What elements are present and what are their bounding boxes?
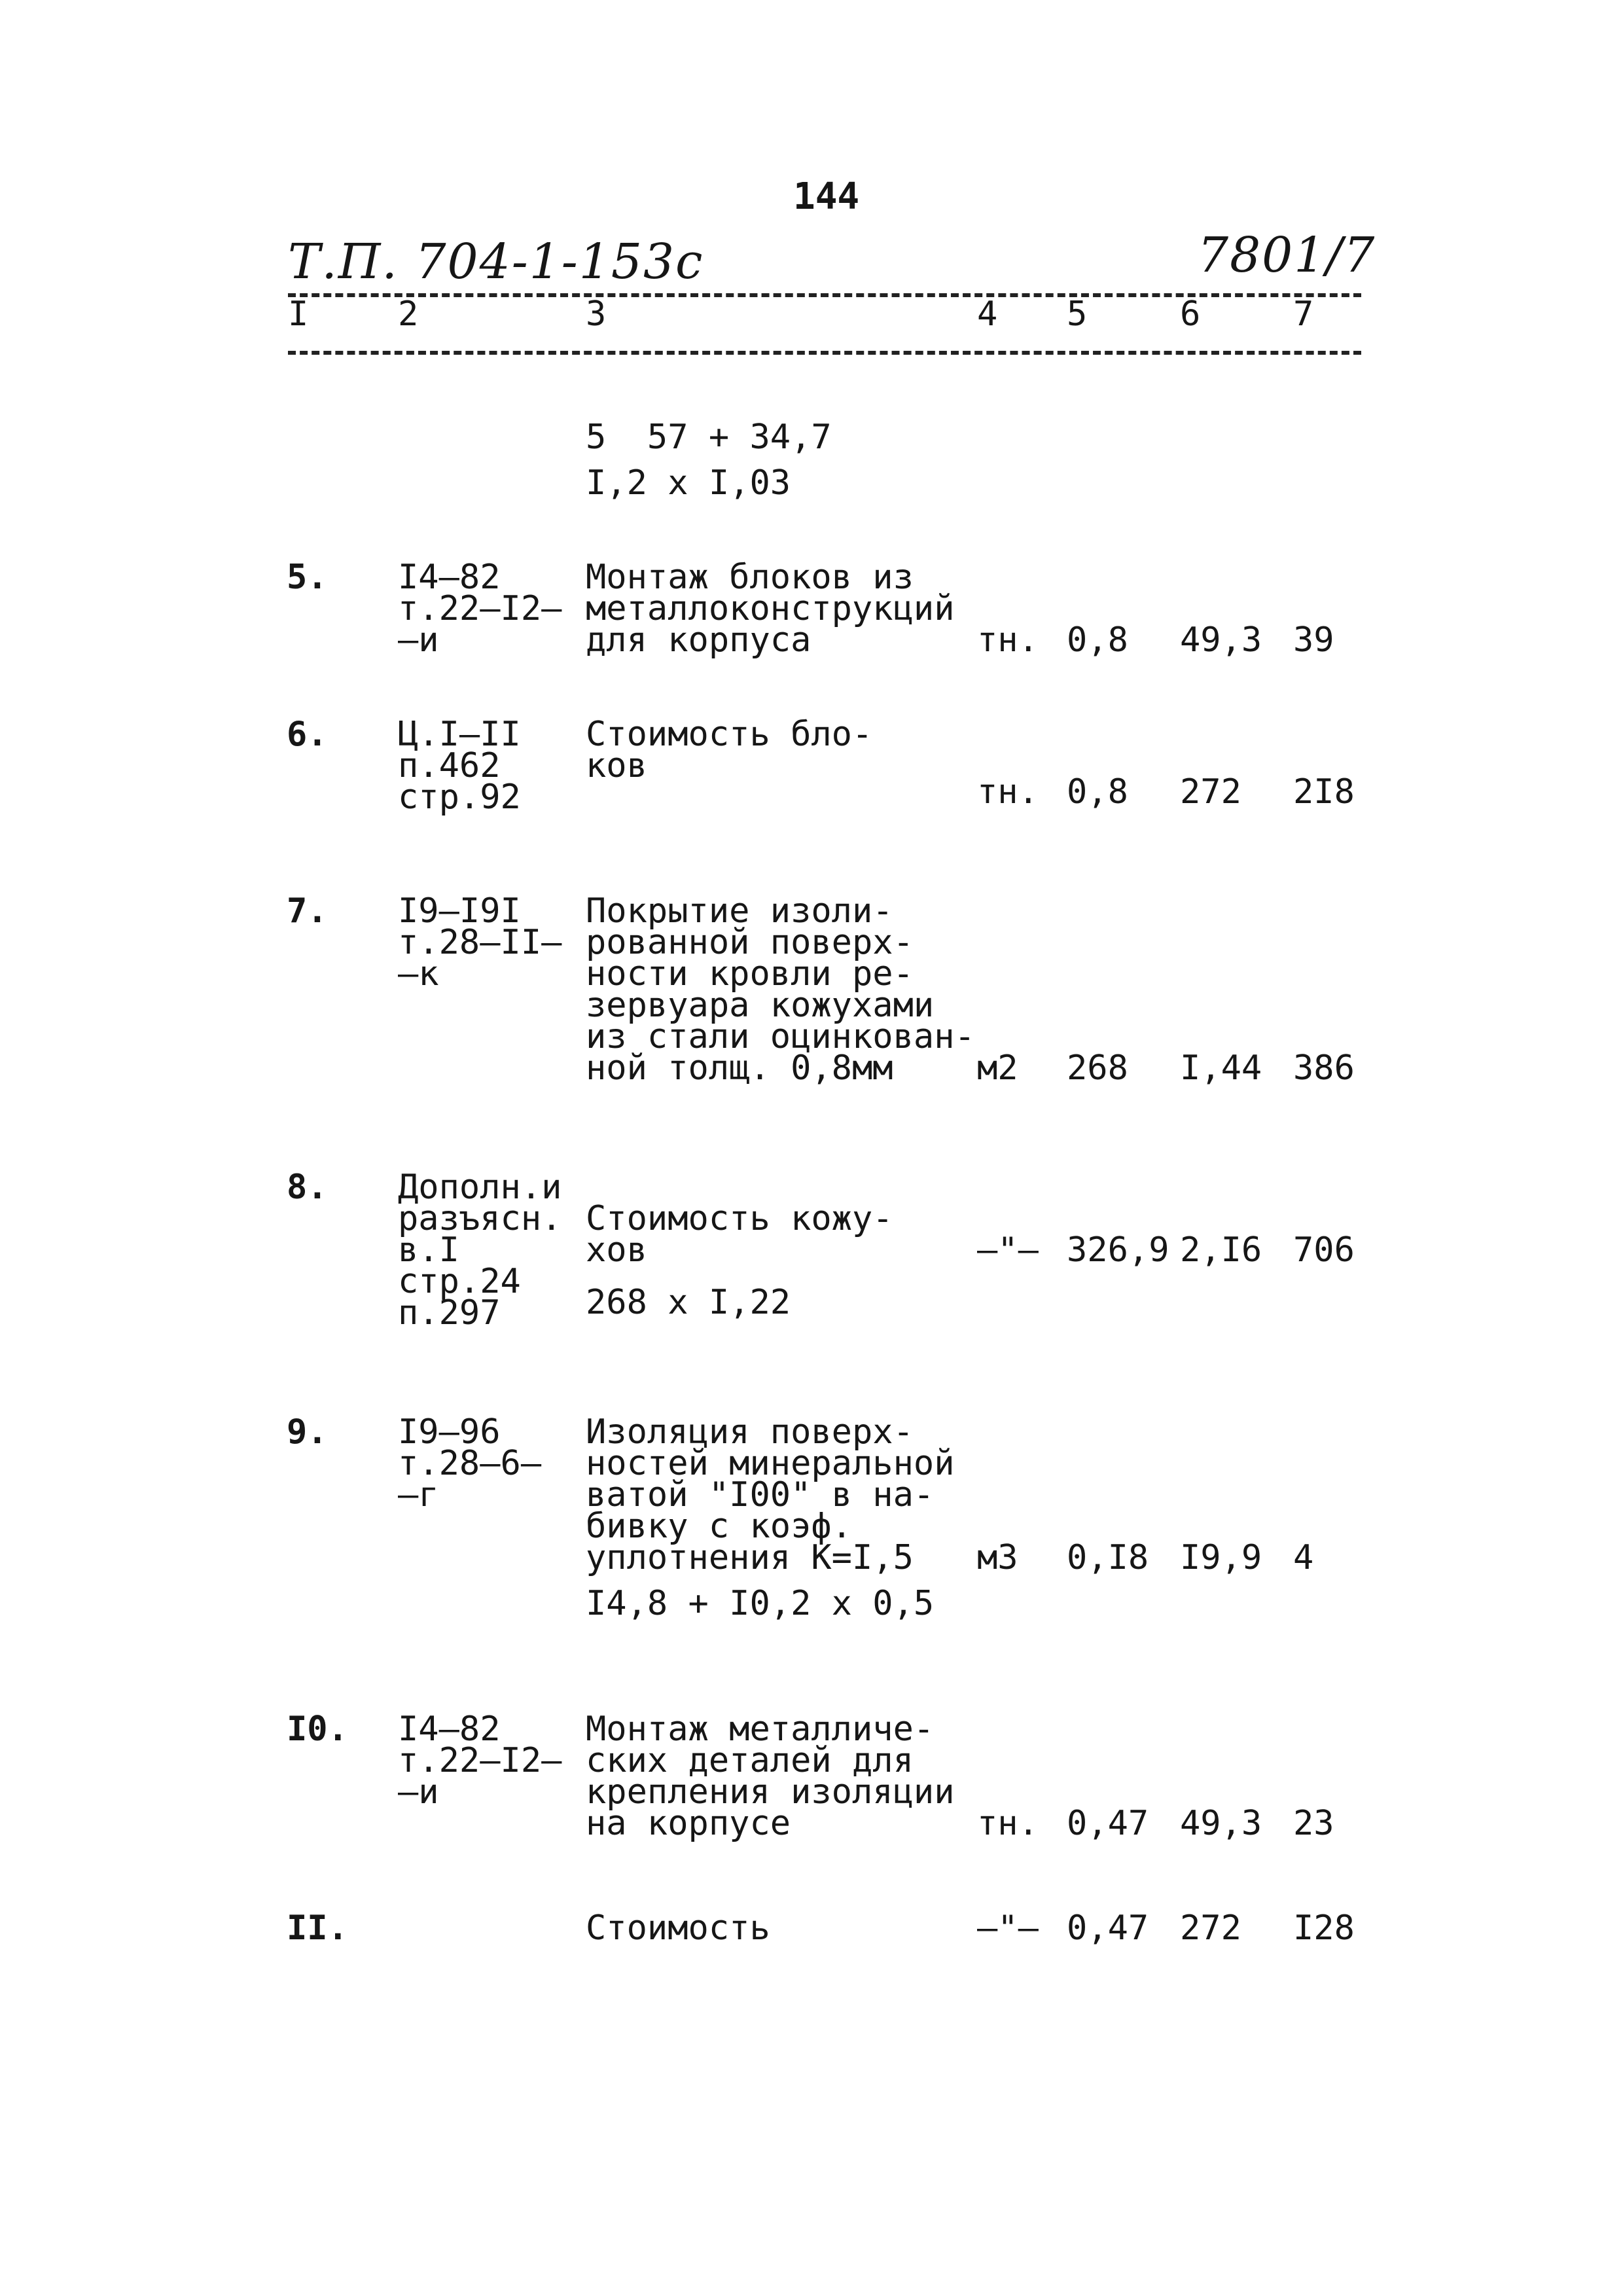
header-bottom-dashed-rule [288,351,1361,355]
row-total: 2I8 [1293,772,1355,812]
row-number: 6. [287,715,328,754]
row-total: 4 [1293,1538,1314,1577]
column-header-3: 3 [586,295,607,334]
row-quantity: 0,8 [1067,772,1128,812]
row-quantity: 0,47 [1067,1804,1149,1843]
column-header-5: 5 [1067,295,1088,334]
row-calculation: I4,8 + I0,2 х 0,5 [586,1584,935,1623]
row-unit-price: 272 [1180,1909,1241,1948]
row-unit-price: I9,9 [1180,1538,1262,1577]
row-unit-price: 272 [1180,772,1241,812]
row-number: 7. [287,891,328,931]
row-quantity: 0,I8 [1067,1538,1149,1577]
row-description: Стоимость кожу- хов [586,1199,893,1270]
column-header-7: 7 [1293,295,1314,334]
row-quantity: 326,9 [1067,1230,1169,1270]
row-number: 9. [287,1412,328,1452]
row-total: 39 [1293,620,1334,660]
row-number: II. [287,1909,348,1948]
row-description: Изоляция поверх- ностей минеральной ватой "I00" в на- бивку с коэф. уплотнения К=I,5 [586,1412,955,1577]
row-description: Стоимость бло- ков [586,715,873,785]
row-quantity: 0,47 [1067,1909,1149,1948]
row-reference: I9–I9I т.28–II– –к [398,891,562,994]
row-unit-price: I,44 [1180,1049,1262,1088]
preamble-line: 5 57 + 34,7 [586,418,832,457]
row-description: Стоимость [586,1909,770,1948]
row-quantity: 268 [1067,1049,1128,1088]
row-unit: –"– [977,1909,1039,1948]
preamble-line: I,2 х I,03 [586,463,791,503]
row-description: Монтаж металличе- ских деталей для крепления изоляции на корпусе [586,1710,955,1843]
row-description: Покрытие изоли- рованной поверх- ности кровли ре- зервуара кожухами из стали оцинкован- ной толщ. 0,8мм [586,891,975,1088]
row-unit: тн. [977,772,1039,812]
row-calculation: 268 х I,22 [586,1283,791,1322]
row-total: I28 [1293,1909,1355,1948]
row-unit-price: 49,3 [1180,620,1262,660]
handwritten-sheet-code: 7801/7 [1198,227,1376,283]
row-unit-price: 2,I6 [1180,1230,1262,1270]
column-header-6: 6 [1180,295,1201,334]
row-quantity: 0,8 [1067,620,1128,660]
row-unit: м3 [977,1538,1018,1577]
row-number: 5. [287,558,328,597]
row-unit: м2 [977,1049,1018,1088]
row-unit-price: 49,3 [1180,1804,1262,1843]
page-number: 144 [793,175,860,218]
row-unit: тн. [977,1804,1039,1843]
row-total: 386 [1293,1049,1355,1088]
row-reference: I4–82 т.22–I2– –и [398,558,562,660]
row-total: 706 [1293,1230,1355,1270]
row-reference: I4–82 т.22–I2– –и [398,1710,562,1812]
row-unit: тн. [977,620,1039,660]
row-number: I0. [287,1710,348,1749]
row-reference: I9–96 т.28–6– –г [398,1412,542,1515]
row-reference: Дополн.и разъясн. в.I стр.24 п.297 [398,1168,562,1333]
row-description: Монтаж блоков из металлоконструкций для корпуса [586,558,955,660]
row-number: 8. [287,1168,328,1207]
row-unit: –"– [977,1230,1039,1270]
column-header-4: 4 [977,295,998,334]
handwritten-document-code: Т.П. 704-1-153с [288,234,704,290]
column-header-2: 2 [398,295,419,334]
row-reference: Ц.I–II п.462 стр.92 [398,715,521,817]
header-top-dashed-rule [288,293,1361,297]
column-header-1: I [288,295,309,334]
row-total: 23 [1293,1804,1334,1843]
